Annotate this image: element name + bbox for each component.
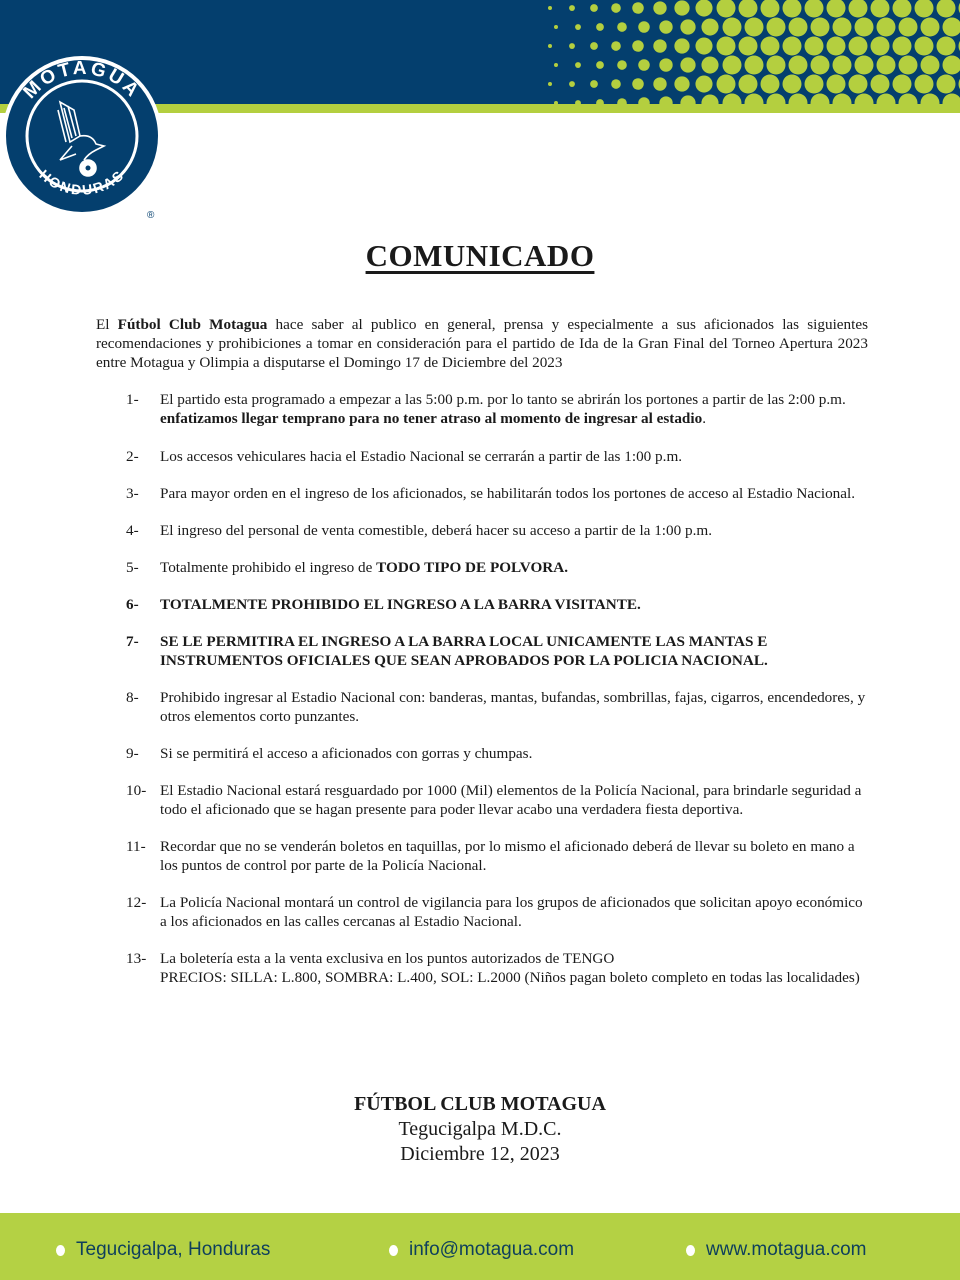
ticket-prices: PRECIOS: SILLA: L.800, SOMBRA: L.400, SOL: L.2000 (Niños pagan boleto completo en todas las localidades) xyxy=(160,969,860,986)
logo-top-text: MOTAGUA xyxy=(19,57,145,104)
logo-bottom-text: HONDURAS xyxy=(36,166,128,198)
intro-paragraph: El Fútbol Club Motagua hace saber al publico en general, prensa y especialmente a sus aficionados las siguientes recomendaciones y prohibiciones a tomar en consideración para el partido de Ida de la Gran Final del Torneo Apertura 2023 entre Motagua y Olimpia a disputarse el Domingo 17 de Diciembre del 2023 xyxy=(96,316,868,371)
list-item: 13- La boletería esta a la venta exclusiva en los puntos autorizados de TENGO PRECIOS: SILLA: L.800, SOMBRA: L.400, SOL: L.2000 (Niños pagan boleto completo en todas las localidades) xyxy=(126,950,860,986)
list-item: 8- Prohibido ingresar al Estadio Nacional con: banderas, mantas, bufandas, sombrillas, fajas, cigarros, encendedores, y otros elementos corto punzantes. xyxy=(126,689,866,725)
list-item: 4- El ingreso del personal de venta comestible, deberá hacer su acceso a partir de la 1:00 p.m. xyxy=(126,522,713,539)
list-item: 6- TOTALMENTE PROHIBIDO EL INGRESO A LA BARRA VISITANTE. xyxy=(126,596,641,613)
signature-date: Diciembre 12, 2023 xyxy=(400,1143,560,1165)
halftone-dots-decoration xyxy=(540,0,960,104)
footer-website-link[interactable]: www.motagua.com xyxy=(686,1239,867,1261)
list-item: 11- Recordar que no se venderán boletos en taquillas, por lo mismo el aficionado deberá de llevar su boleto en mano a los puntos de control por parte de la Policía Nacional. xyxy=(126,838,855,874)
bullet-icon xyxy=(686,1245,695,1256)
motagua-logo xyxy=(0,50,168,222)
footer-location: Tegucigalpa, Honduras xyxy=(56,1239,270,1261)
bullet-icon xyxy=(56,1245,65,1256)
list-item: 1- El partido esta programado a empezar a las 5:00 p.m. por lo tanto se abrirán los portones a partir de las 2:00 p.m. enfatizamos llegar temprano para no tener atraso al momento de ingresar al estadio. xyxy=(126,391,846,427)
list-item: 3- Para mayor orden en el ingreso de los aficionados, se habilitarán todos los portones de acceso al Estadio Nacional. xyxy=(126,485,856,502)
signature-org: FÚTBOL CLUB MOTAGUA xyxy=(354,1093,606,1115)
list-item: 12- La Policía Nacional montará un control de vigilancia para los grupos de aficionados que solicitan apoyo económico a los aficionados en las calles cercanas al Estadio Nacional. xyxy=(126,894,863,930)
club-name: Fútbol Club Motagua xyxy=(117,316,268,333)
list-item: 2- Los accesos vehiculares hacia el Estadio Nacional se cerrarán a partir de las 1:00 p.m. xyxy=(126,448,683,465)
footer-email-link[interactable]: info@motagua.com xyxy=(389,1239,574,1261)
signature-block xyxy=(0,1092,960,1167)
bullet-icon xyxy=(389,1245,398,1256)
notice-list xyxy=(126,390,871,987)
page-title: COMUNICADO xyxy=(365,238,595,273)
list-item: 10- El Estadio Nacional estará resguardado por 1000 (Mil) elementos de la Policía Nacional, para brindarle seguridad a todo el aficionado que se hagan presente para poder llevar acabo una verdadera fiesta deportiva. xyxy=(126,782,862,818)
footer-bar xyxy=(0,1213,960,1280)
list-item: 7- SE LE PERMITIRA EL INGRESO A LA BARRA LOCAL UNICAMENTE LAS MANTAS E INSTRUMENTOS OFICIALES QUE SEAN APROBADOS POR LA POLICIA NACIONAL. xyxy=(126,633,768,669)
list-item: 5- Totalmente prohibido el ingreso de TODO TIPO DE POLVORA. xyxy=(126,559,568,576)
registered-mark: ® xyxy=(147,210,155,221)
list-item: 9- Si se permitirá el acceso a aficionados con gorras y chumpas. xyxy=(126,745,533,762)
signature-city: Tegucigalpa M.D.C. xyxy=(398,1118,562,1140)
